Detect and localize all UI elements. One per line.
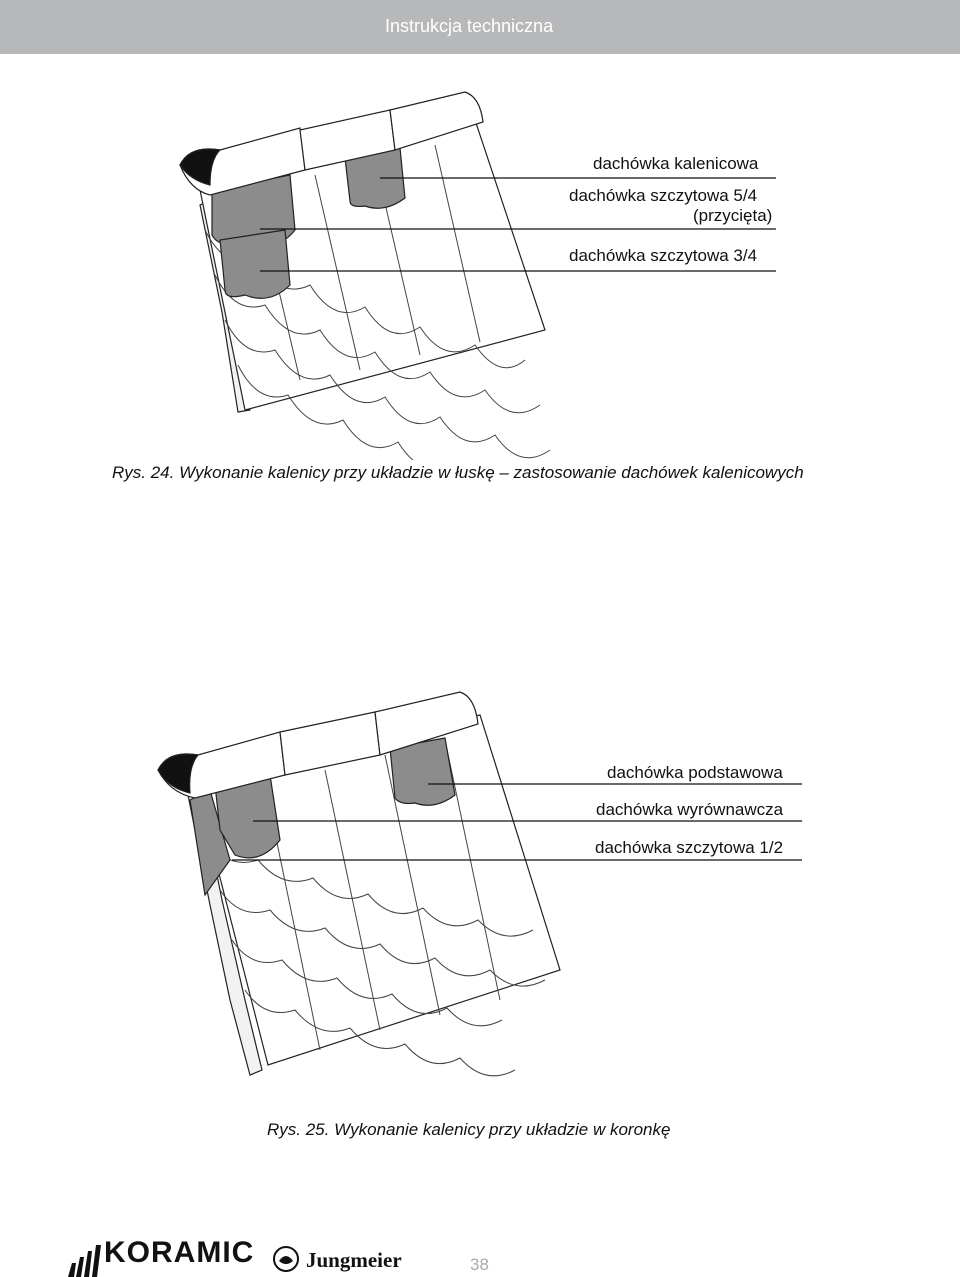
figure-25-caption: Rys. 25. Wykonanie kalenicy przy układzie w koronkę — [267, 1120, 671, 1139]
label-compensating-tile: dachówka wyrównawcza — [596, 800, 784, 819]
page-number: 38 — [470, 1255, 489, 1274]
koramic-logo-icon — [68, 1243, 102, 1277]
label-cut-note: (przycięta) — [693, 206, 773, 225]
figure-24 — [0, 80, 960, 500]
label-base-tile: dachówka podstawowa — [607, 763, 783, 782]
figure-24-caption: Rys. 24. Wykonanie kalenicy przy układzie w łuskę – zastosowanie dachówek kalenicowych — [112, 463, 804, 482]
roof-illustration-1 — [0, 80, 960, 460]
jungmeier-logo-icon — [272, 1245, 300, 1273]
label-gable-tile-5-4: dachówka szczytowa 5/4 — [569, 186, 758, 205]
label-gable-tile-3-4: dachówka szczytowa 3/4 — [569, 246, 758, 265]
koramic-brand: KORAMIC — [104, 1236, 255, 1269]
label-ridge-tile: dachówka kalenicowa — [593, 154, 759, 173]
figure-25 — [0, 670, 960, 1150]
jungmeier-brand: Jungmeier — [306, 1248, 402, 1272]
header-title: Instrukcja techniczna — [385, 16, 554, 36]
page-header — [0, 0, 960, 54]
roof-illustration-2 — [0, 670, 960, 1100]
label-gable-tile-1-2: dachówka szczytowa 1/2 — [595, 838, 784, 857]
page-footer — [0, 1235, 960, 1277]
